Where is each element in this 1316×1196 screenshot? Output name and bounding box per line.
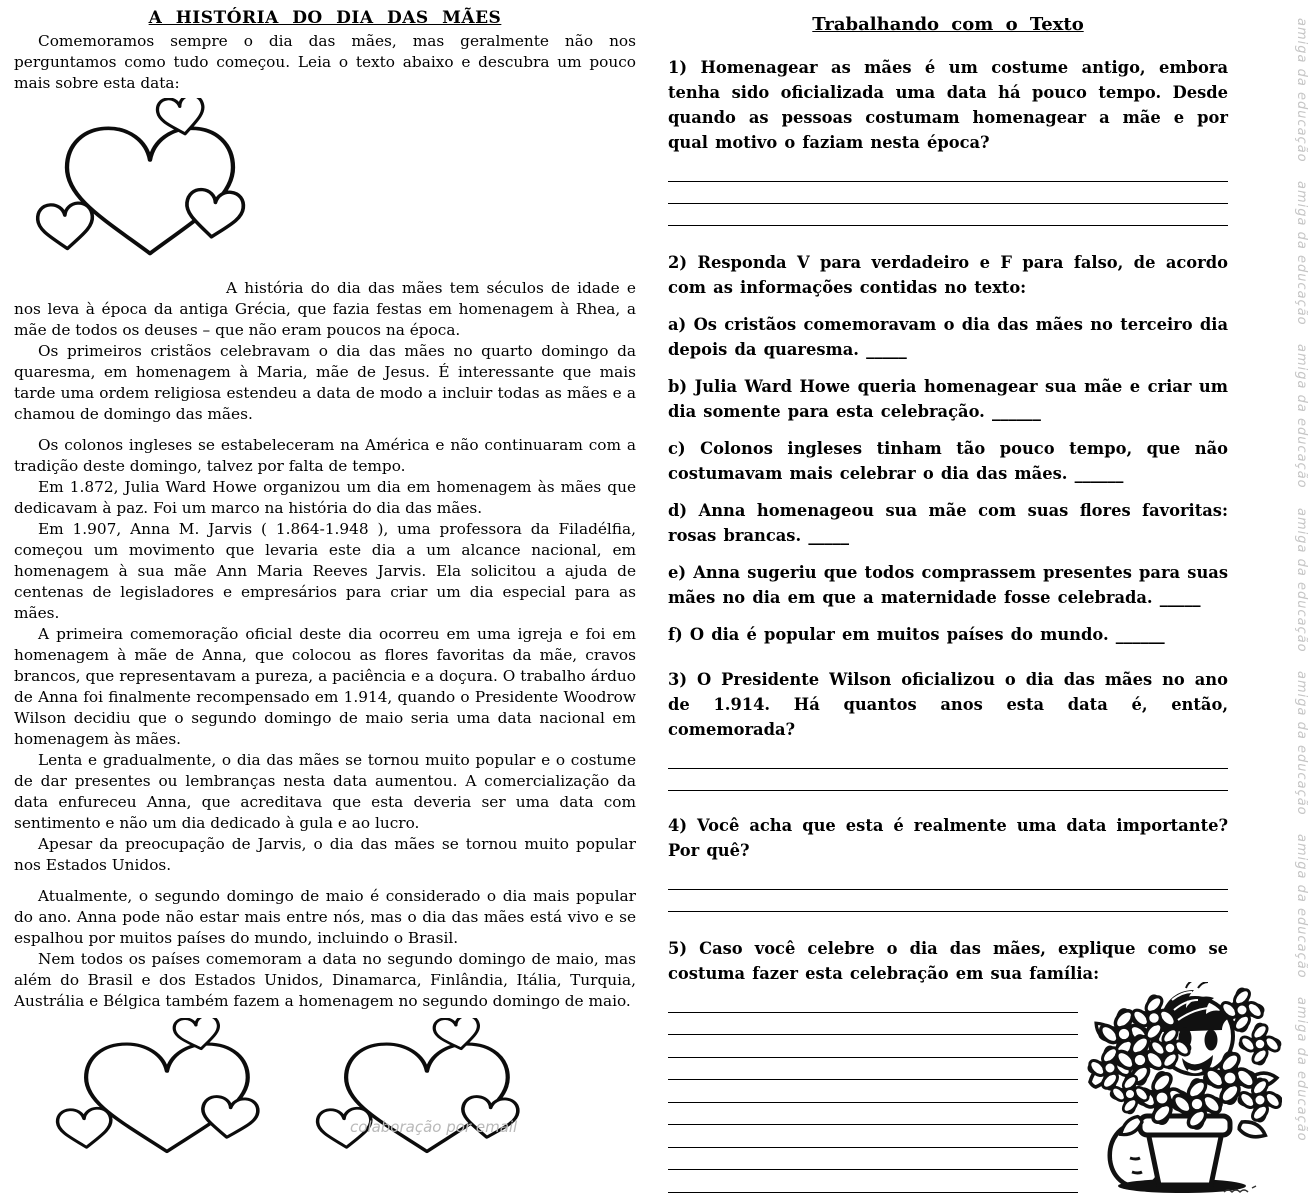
answer-line[interactable]	[668, 1103, 1078, 1126]
intro-paragraph: Comemoramos sempre o dia das mães, mas geralmente não nos perguntamos como tudo começou. Leia o texto abaixo e descubra um pouco mais sobre esta data:	[14, 32, 636, 92]
answer-line[interactable]	[668, 182, 1228, 204]
answer-line[interactable]	[668, 1013, 1078, 1036]
answer-line[interactable]	[668, 1080, 1078, 1103]
answer-line[interactable]	[668, 868, 1228, 890]
question-1: 1) Homenagear as mães é um costume antigo, embora tenha sido oficializada uma data há pouco tempo. Desde quando as pessoas costumam homenagear a mãe e por qual motivo o faziam nesta época?	[668, 58, 1228, 152]
watermark-text: amiga da educação	[1294, 834, 1309, 979]
question-5: 5) Caso você celebre o dia das mães, explique como se costuma fazer esta celebração em sua família:	[668, 939, 1228, 983]
answer-line[interactable]	[668, 204, 1228, 226]
hearts-illustration-row	[54, 1018, 636, 1176]
worksheet-title: Trabalhando com o Texto	[812, 14, 1084, 35]
vf-item-text: d) Anna homenageou sua mãe com suas flores favoritas: rosas brancas.	[668, 501, 1228, 545]
article-paragraph: A primeira comemoração oficial deste dia ocorreu em uma igreja e foi em homenagem à mãe de Anna, que colocou as flores favoritas da mãe, cravos brancos, que representavam a pureza, a paciência e a doçura. O trabalho árduo de Anna foi finalmente recompensado em 1.914, quando o Presidente Woodrow Wilson decidiu que o segundo domingo de maio seria uma data nacional em homenagem às mães.	[14, 625, 636, 748]
vf-item-a	[668, 312, 1228, 362]
vf-blank[interactable]: _____	[1159, 588, 1201, 607]
vf-item-text: a) Os cristãos comemoravam o dia das mães no terceiro dia depois da quaresma.	[668, 315, 1228, 359]
article-paragraph: Em 1.907, Anna M. Jarvis ( 1.864-1.948 ), uma professora da Filadélfia, começou um movimento que levaria este dia a um alcance nacional, em homenagem à sua mãe Ann Maria Reeves Jarvis. Ela solicitou a ajuda de centenas de legisladores e empresários para criar um dia especial para as mães.	[14, 520, 636, 622]
answer-line[interactable]	[668, 769, 1228, 791]
watermark-column	[1283, 18, 1309, 1142]
answer-line[interactable]	[668, 1035, 1078, 1058]
watermark-text: amiga da educação	[1294, 181, 1309, 326]
watermark-text: amiga da educação	[1294, 507, 1309, 653]
hearts-illustration	[34, 98, 262, 282]
hearts-illustration	[314, 1018, 536, 1176]
vf-blank[interactable]: _____	[866, 340, 907, 359]
article-title: A HISTÓRIA DO DIA DAS MÃES	[148, 8, 502, 28]
article-paragraph: Em 1.872, Julia Ward Howe organizou um dia em homenagem às mães que dedicavam à paz. Foi um marco na história do dia das mães.	[14, 478, 636, 517]
answer-line[interactable]	[668, 1148, 1078, 1171]
vf-item-text: f) O dia é popular em muitos países do mundo.	[668, 625, 1109, 644]
question-3: 3) O Presidente Wilson oficializou o dia das mães no ano de 1.914. Há quantos anos esta data é, então, comemorada?	[668, 670, 1228, 739]
article-paragraph: Os colonos ingleses se estabeleceram na América e não continuaram com a tradição deste domingo, talvez por falta de tempo.	[14, 436, 636, 475]
vf-blank[interactable]: ______	[991, 402, 1041, 421]
article-paragraph: A história do dia das mães tem séculos de idade e nos leva à época da antiga Grécia, que fazia festas em homenagem à Rhea, a mãe de todos os deuses – que não eram poucos na época.	[14, 279, 636, 339]
answer-line[interactable]	[668, 890, 1228, 912]
vf-item-b	[668, 374, 1228, 424]
answer-line[interactable]	[668, 1170, 1078, 1193]
article-paragraph: Atualmente, o segundo domingo de maio é considerado o dia mais popular do ano. Anna pode não estar mais entre nós, mas o dia das mães está vivo e se espalhou por muitos países do mundo, incluindo o Brasil.	[14, 887, 636, 947]
article-paragraph: Os primeiros cristãos celebravam o dia das mães no quarto domingo da quaresma, em homenagem à Maria, mãe de Jesus. É interessante que mais tarde uma ordem religiosa estendeu a data de modo a incluir todas as mães e a chamou de domingo das mães.	[14, 342, 636, 423]
answer-line[interactable]	[668, 1125, 1078, 1148]
vf-item-text: c) Colonos ingleses tinham tão pouco tempo, que não costumavam mais celebrar o dia das mães.	[668, 439, 1228, 483]
watermark-text: amiga da educação	[1294, 344, 1309, 490]
vf-item-c	[668, 436, 1228, 486]
answer-line[interactable]	[668, 990, 1078, 1013]
article-paragraph: Nem todos os países comemoram a data no segundo domingo de maio, mas além do Brasil e dos Estados Unidos, Dinamarca, Finlândia, Itália, Turquia, Austrália e Bélgica também fazem a homenagem no segundo domingo de maio.	[14, 950, 636, 1010]
hearts-illustration	[54, 1018, 276, 1176]
question-5-answer-lines	[668, 990, 1078, 1193]
answer-line[interactable]	[668, 1058, 1078, 1081]
question-3-answer-lines	[668, 747, 1228, 791]
vf-blank[interactable]: ______	[1115, 625, 1165, 644]
answer-line[interactable]	[668, 160, 1228, 182]
watermark-text: amiga da educação	[1294, 997, 1309, 1142]
vf-item-e	[668, 560, 1228, 610]
footer-credit: colaboração por email	[350, 1118, 518, 1136]
questions-column	[668, 6, 1228, 1193]
question-4-answer-lines	[668, 868, 1228, 912]
vf-item-text: b) Julia Ward Howe queria homenagear sua mãe e criar um dia somente para esta celebração.	[668, 377, 1228, 421]
monica-flower-pot-illustration	[1082, 982, 1282, 1196]
question-5-answer-area	[668, 990, 1228, 1193]
article-paragraph: Apesar da preocupação de Jarvis, o dia das mães se tornou muito popular nos Estados Unidos.	[14, 835, 636, 874]
vf-item-f	[668, 622, 1228, 647]
watermark-text: amiga da educação	[1294, 18, 1309, 163]
vf-blank[interactable]: ______	[1074, 464, 1124, 483]
vf-blank[interactable]: _____	[808, 526, 850, 545]
question-1-answer-lines	[668, 160, 1228, 226]
answer-line[interactable]	[668, 747, 1228, 769]
question-4: 4) Você acha que esta é realmente uma data importante? Por quê?	[668, 816, 1228, 860]
left-column	[14, 6, 636, 1176]
watermark-text: amiga da educação	[1294, 670, 1309, 816]
question-2: 2) Responda V para verdadeiro e F para falso, de acordo com as informações contidas no texto:	[668, 253, 1228, 297]
vf-item-text: e) Anna sugeriu que todos comprassem presentes para suas mães no dia em que a maternidade fosse celebrada.	[668, 563, 1228, 607]
vf-item-d	[668, 498, 1228, 548]
article-paragraph: Lenta e gradualmente, o dia das mães se tornou muito popular e o costume de dar presentes ou lembranças nesta data aumentou. A comercialização da data enfureceu Anna, que acreditava que esta deveria ser uma data com sentimento e não um dia dedicado à gula e ao lucro.	[14, 751, 636, 832]
